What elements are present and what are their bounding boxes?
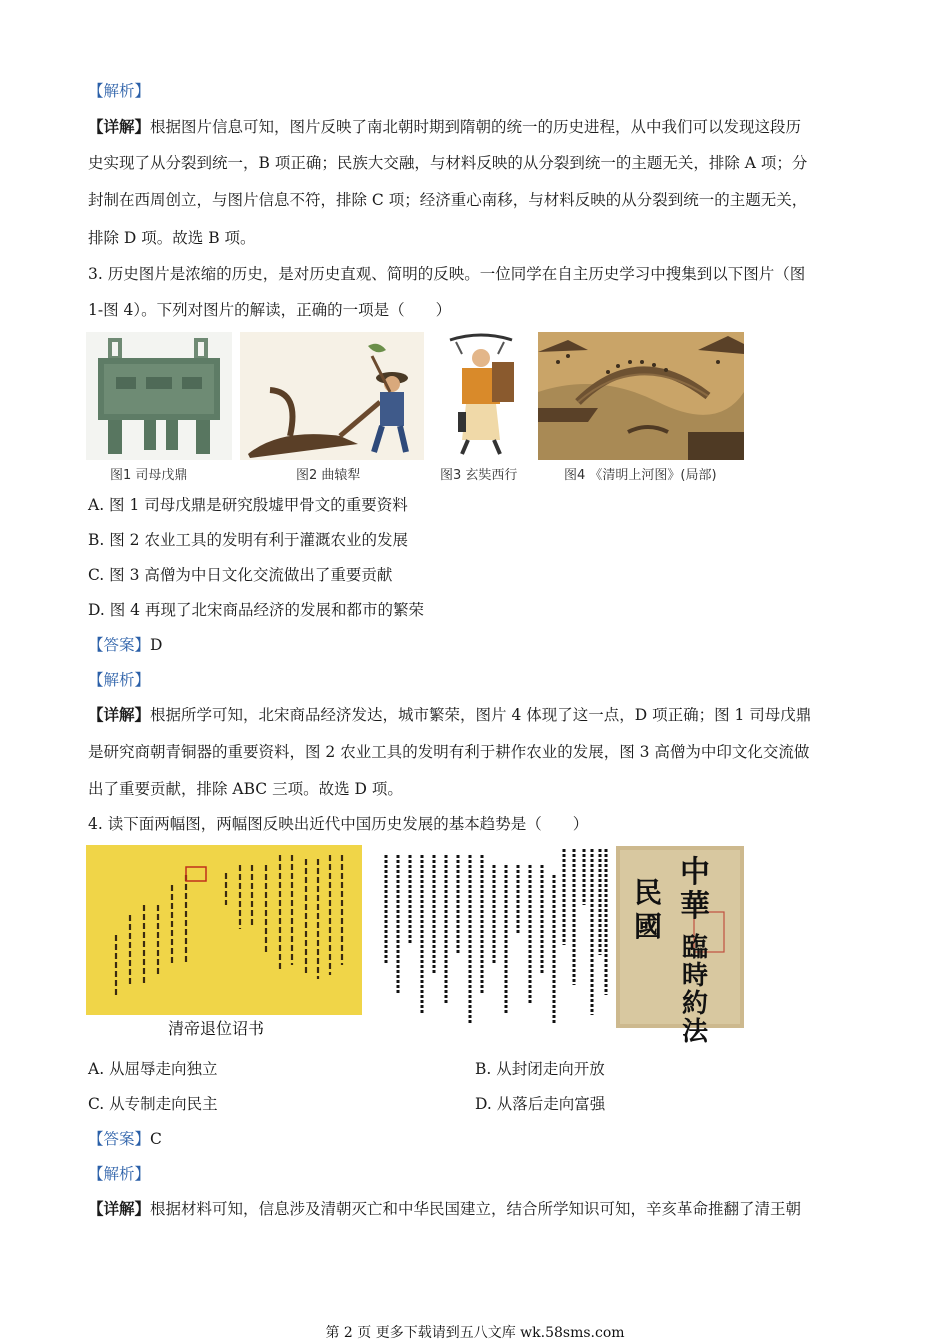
option-b: B. 从封闭走向开放 — [475, 1060, 605, 1078]
figure-caption: 图1 司母戊鼎 — [110, 468, 188, 483]
option-d: D. 从落后走向富强 — [475, 1095, 606, 1113]
constitution-text-image — [378, 845, 612, 1030]
figure-caption: 图4 《清明上河图》(局部) — [564, 468, 717, 483]
answer-value: C — [150, 1130, 162, 1148]
xuanzang-image — [432, 332, 530, 460]
detail-paragraph-line: 【详解】根据所学可知，北宋商品经济发达，城市繁荣，图片 4 体现了这一点，D 项正确；图 1 司母戊鼎 — [88, 705, 812, 724]
detail-paragraph-line: 【详解】根据图片信息可知，图片反映了南北朝时期到隋朝的统一的历史进程，从中我们可以发现这段历 — [88, 117, 802, 136]
question-stem-line: 4. 读下面两幅图，两幅图反映出近代中国历史发展的基本趋势是（ ） — [88, 815, 589, 833]
detail-label: 【详解】 — [88, 705, 151, 724]
analysis-label: 【解析】 — [88, 1165, 151, 1183]
analysis-label: 【解析】 — [88, 82, 151, 100]
detail-paragraph-line: 排除 D 项。故选 B 项。 — [88, 229, 256, 247]
abdication-edict-image — [86, 845, 362, 1015]
detail-label: 【详解】 — [88, 1199, 151, 1218]
curved-plow-image — [240, 332, 424, 460]
option-b: B. 图 2 农业工具的发明有利于灌溉农业的发展 — [88, 531, 408, 549]
detail-paragraph-line: 是研究商朝青铜器的重要资料，图 2 农业工具的发明有利于耕作农业的发展，图 3 高僧为中印文化交流做 — [88, 743, 810, 761]
question-stem-line: 3. 历史图片是浓缩的历史，是对历史直观、简明的反映。一位同学在自主历史学习中搜集到以下图片（图 — [88, 265, 806, 283]
cover-title-bottom: 臨時約法 — [682, 933, 709, 1047]
option-c: C. 从专制走向民主 — [88, 1095, 218, 1113]
figure-caption: 清帝退位诏书 — [168, 1019, 265, 1038]
cover-title-left: 民國 — [634, 876, 663, 943]
option-d: D. 图 4 再现了北宋商品经济的发展和都市的繁荣 — [88, 601, 424, 619]
detail-paragraph-line: 【详解】根据材料可知，信息涉及清朝灭亡和中华民国建立，结合所学知识可知，辛亥革命推翻了清王朝 — [88, 1199, 802, 1218]
answer-label: 【答案】 — [88, 636, 151, 654]
answer-line — [88, 634, 860, 656]
answer-line — [88, 1128, 860, 1150]
question-stem-line: 1-图 4）。下列对图片的解读，正确的一项是（ ） — [88, 301, 452, 319]
cover-title-right: 中華 — [680, 855, 710, 924]
qingming-painting-image — [538, 332, 744, 460]
analysis-label: 【解析】 — [88, 671, 151, 689]
detail-label: 【详解】 — [88, 117, 151, 136]
option-a: A. 从屈辱走向独立 — [88, 1060, 218, 1078]
option-a: A. 图 1 司母戊鼎是研究殷墟甲骨文的重要资料 — [88, 496, 408, 514]
detail-paragraph-line: 出了重要贡献，排除 ABC 三项。故选 D 项。 — [88, 780, 403, 798]
answer-value: D — [150, 636, 163, 654]
bronze-ding-image — [86, 332, 232, 460]
detail-paragraph-line: 封制在西周创立，与图片信息不符，排除 C 项；经济重心南移，与材料反映的从分裂到统一的主题无关， — [88, 191, 808, 209]
figure-caption: 图3 玄奘西行 — [440, 468, 518, 483]
provisional-constitution-cover-image — [616, 846, 744, 1047]
option-c: C. 图 3 高僧为中日文化交流做出了重要贡献 — [88, 566, 393, 584]
detail-paragraph-line: 史实现了从分裂到统一，B 项正确；民族大交融，与材料反映的从分裂到统一的主题无关，排除 A 项；分 — [88, 154, 808, 172]
answer-label: 【答案】 — [88, 1130, 151, 1148]
page-footer: 第 2 页 更多下载请到五八文库 wk.58sms.com — [325, 1325, 625, 1341]
figure-caption: 图2 曲辕犁 — [296, 468, 361, 483]
cover-title — [616, 846, 744, 1047]
